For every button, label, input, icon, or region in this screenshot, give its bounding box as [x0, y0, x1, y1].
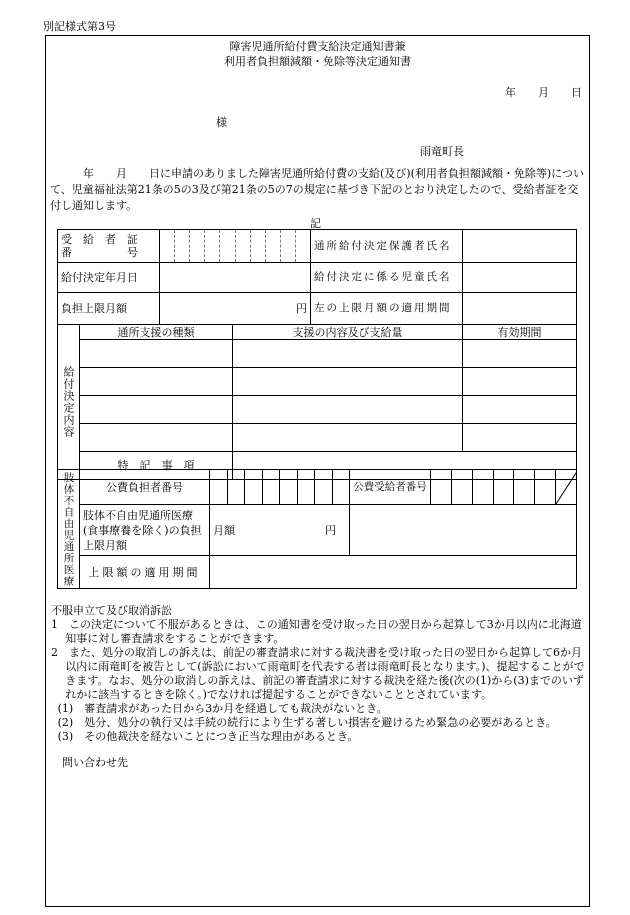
medical-limit-blank[interactable] [350, 505, 577, 556]
child-name-value[interactable] [463, 263, 577, 293]
support-cell[interactable] [233, 396, 463, 424]
issuer: 雨竜町長 [420, 145, 464, 158]
notes-heading: 不服申立て及び取消訴訟 [51, 604, 172, 617]
form-number: 別記様式第3号 [43, 20, 116, 33]
ki-label: 記 [310, 217, 321, 230]
note-sub-1: (1) 審査請求があった日から3か月を経過しても裁決がないとき。 [57, 702, 388, 715]
recipient-number-value[interactable] [431, 470, 577, 505]
strike-mark [556, 470, 576, 504]
limit-period-value[interactable] [463, 293, 577, 325]
decision-date-value[interactable] [160, 263, 311, 293]
payer-number-value[interactable] [210, 470, 350, 505]
period-cell[interactable] [463, 396, 577, 424]
service-cell[interactable] [80, 340, 233, 368]
medical-limit-label: 肢体不自由児通所医療(食事療養を除く)の負担上限月額 [80, 505, 210, 556]
intro-text: 年 月 日に申請のありました障害児通所給付費の支給(及び)(利用者負担額減額・免除等)について、児童福祉法第21条の5の3及び第21条の5の7の規定に基づき下記のとおり決定したので、受給者証を交付し通知します。 [50, 167, 584, 212]
title-line-1: 障害児通所給付費支給決定通知書兼 [229, 40, 406, 53]
medical-table [57, 469, 577, 589]
recipient-cert-label [58, 230, 160, 263]
support-content-header: 支援の内容及び支給量 [233, 325, 463, 340]
title-line-2: 利用者負担額減額・免除等決定通知書 [224, 55, 411, 68]
contact-label: 問い合わせ先 [62, 756, 128, 769]
decision-date-label: 給付決定年月日 [58, 263, 160, 293]
guardian-name-value[interactable] [463, 230, 577, 263]
monthly-label: 月額 [213, 523, 235, 537]
note-sub-2: (2) 処分、処分の執行又は手続の続行により生ずる著しい損害を避けるため緊急の必要があるとき。 [57, 716, 557, 729]
payer-number-label: 公費負担者番号 [80, 470, 210, 505]
support-cell[interactable] [233, 424, 463, 452]
period-cell[interactable] [463, 340, 577, 368]
service-type-header: 通所支援の種類 [80, 325, 233, 340]
valid-period-header: 有効期間 [463, 325, 577, 340]
note-2: 2 また、処分の取消しの訴えは、前記の審査請求に対する裁決書を受け取った日の翌日から起算して6か月以内に雨竜町を被告として(訴訟において雨竜町を代表する者は雨竜町長となります。)、提起することができます。なお、処分の取消しの訴えは、前記の審査請求に対する裁決を経た後(次の(1)から(3)までのいずれかに該当するときを除く。)でなければ提起することができないこととされています。 [51, 646, 585, 701]
appeal-notes [51, 604, 586, 770]
yen-unit: 円 [296, 302, 308, 315]
addressee-suffix: 様 [216, 116, 227, 129]
medical-period-label: 上限額の適用期間 [80, 556, 210, 589]
medical-period-value[interactable] [210, 556, 577, 589]
service-cell[interactable] [80, 396, 233, 424]
decision-table [57, 229, 577, 480]
decision-content-label: 給付決定内容 [58, 325, 80, 480]
note-sub-3: (3) その他裁決を経ないことにつき正当な理由があるとき。 [57, 730, 359, 743]
recipient-number-label: 公費受給者番号 [350, 470, 431, 505]
yen-label: 円 [325, 523, 336, 537]
medical-section-label: 肢体不自由児通所医療 [58, 470, 80, 589]
service-cell[interactable] [80, 424, 233, 452]
recipient-cert-label-b: 番 号 [61, 246, 138, 259]
monthly-limit-value[interactable] [160, 293, 311, 325]
recipient-cert-label-a: 受 給 者 証 [61, 233, 138, 246]
issue-date: 年 月 日 [505, 86, 582, 99]
limit-period-label: 左の上限月額の適用期間 [311, 293, 463, 325]
support-cell[interactable] [233, 368, 463, 396]
guardian-name-label: 通所給付決定保護者氏名 [311, 230, 463, 263]
child-name-label: 給付決定に係る児童氏名 [311, 263, 463, 293]
monthly-limit-label: 負担上限月額 [58, 293, 160, 325]
period-cell[interactable] [463, 424, 577, 452]
special-notes-label: 特 記 事 項 [80, 452, 233, 480]
note-1: 1 この決定について不服があるときは、この通知書を受け取った日の翌日から起算して3か月以内に北海道知事に対し審査請求をすることができます。 [51, 618, 582, 645]
recipient-cert-number[interactable] [160, 230, 311, 263]
support-cell[interactable] [233, 340, 463, 368]
medical-limit-value[interactable] [210, 505, 350, 556]
period-cell[interactable] [463, 368, 577, 396]
document-title [45, 39, 590, 69]
service-cell[interactable] [80, 368, 233, 396]
